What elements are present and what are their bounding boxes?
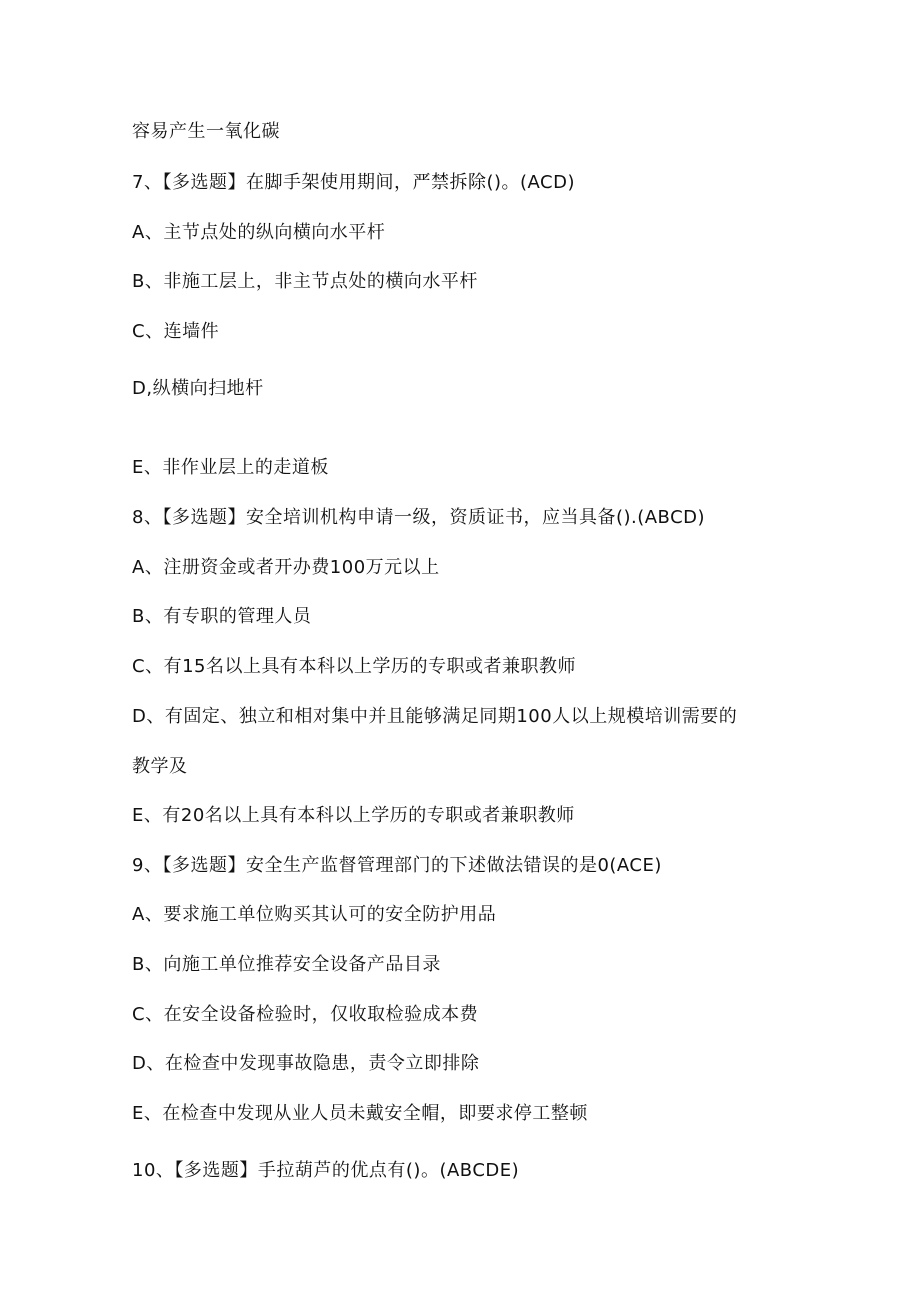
q7-option-c: C、连墙件 — [132, 321, 220, 342]
q9-option-e: E、在检查中发现从业人员未戴安全帽，即要求停工整顿 — [132, 1103, 588, 1124]
q9-option-c: C、在安全设备检验时，仅收取检验成本费 — [132, 1004, 479, 1025]
answer-continuation: 容易产生一氧化碳 — [132, 121, 280, 142]
question-10: 10、【多选题】手拉葫芦的优点有()。(ABCDE) — [132, 1160, 520, 1181]
question-7: 7、【多选题】在脚手架使用期间，严禁拆除()。(ACD) — [132, 172, 575, 193]
q8-option-d: D、有固定、独立和相对集中并且能够满足同期100人以上规模培训需要的 — [132, 706, 738, 727]
q7-option-a: A、主节点处的纵向横向水平杆 — [132, 222, 386, 243]
q9-option-a: A、要求施工单位购买其认可的安全防护用品 — [132, 904, 497, 925]
q8-option-d-continued: 教学及 — [132, 756, 188, 777]
q8-option-c: C、有15名以上具有本科以上学历的专职或者兼职教师 — [132, 656, 576, 677]
q8-option-a: A、注册资金或者开办费100万元以上 — [132, 557, 440, 578]
q7-option-b: B、非施工层上，非主节点处的横向水平杆 — [132, 271, 478, 292]
q9-option-d: D、在检查中发现事故隐患，责令立即排除 — [132, 1053, 480, 1074]
q7-option-d: D,纵横向扫地杆 — [132, 378, 264, 399]
question-9: 9、【多选题】安全生产监督管理部门的下述做法错误的是0(ACE) — [132, 855, 662, 876]
q8-option-e: E、有20名以上具有本科以上学历的专职或者兼职教师 — [132, 805, 575, 826]
q9-option-b: B、向施工单位推荐安全设备产品目录 — [132, 954, 441, 975]
q8-option-b: B、有专职的管理人员 — [132, 606, 312, 627]
question-8: 8、【多选题】安全培训机构申请一级，资质证书，应当具备().(ABCD) — [132, 507, 706, 528]
q7-option-e: E、非作业层上的走道板 — [132, 457, 329, 478]
